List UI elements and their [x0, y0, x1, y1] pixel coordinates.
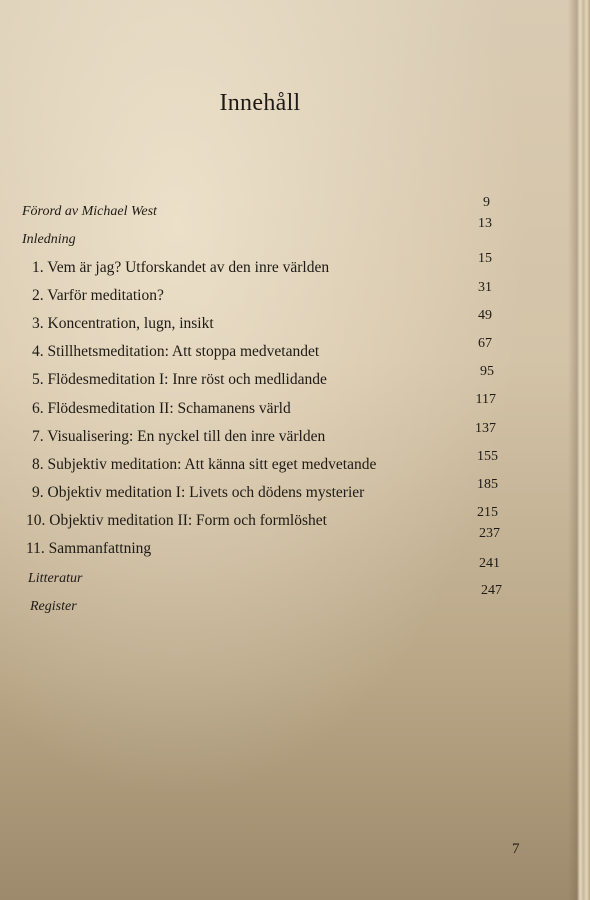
toc-entry-chapter-9 — [22, 478, 502, 506]
toc-entry-label: 2. Varför meditation? — [32, 286, 164, 304]
toc-entry-label: 4. Stillhetsmeditation: Att stoppa medvetandet — [32, 343, 320, 361]
toc-entry-introduction — [22, 216, 502, 252]
toc-entry-label: 8. Subjektiv meditation: Att känna sitt eget medvetande — [32, 455, 377, 473]
toc-page-number: 155 — [477, 448, 498, 464]
toc-page-number: 241 — [479, 556, 500, 572]
toc-page-number: 13 — [478, 216, 492, 232]
toc-page-number: 9 — [483, 195, 490, 210]
toc-entry-chapter-6 — [22, 393, 502, 421]
toc-entry-label: 6. Flödesmeditation II: Schamanens värld — [32, 399, 291, 417]
toc-entry-chapter-4 — [22, 337, 502, 365]
page-title: Innehåll — [219, 90, 301, 116]
toc-page-number: 137 — [475, 420, 496, 436]
toc-entry-label: 10. Objektiv meditation II: Form och formlöshet — [26, 512, 327, 530]
toc-entry-label: Litteratur — [28, 570, 83, 586]
toc-page-number: 95 — [480, 364, 494, 380]
toc-entry-chapter-10 — [22, 506, 502, 534]
folio-page-number: 7 — [512, 841, 520, 857]
toc-entry-chapter-2 — [22, 281, 502, 309]
toc-page-number: 49 — [478, 307, 492, 323]
toc-entry-chapter-8 — [22, 450, 502, 478]
toc-entry-label: 5. Flödesmeditation I: Inre röst och medlidande — [32, 371, 327, 389]
toc-entry-label: Förord av Michael West — [22, 204, 157, 220]
toc-entry-label: 1. Vem är jag? Utforskandet av den inre världen — [32, 258, 330, 276]
toc-entry-chapter-1 — [22, 252, 502, 280]
toc-entry-index — [22, 582, 502, 619]
toc-entry-bibliography — [22, 556, 502, 590]
toc-page-number: 15 — [478, 251, 492, 267]
toc-entry-chapter-7 — [22, 422, 502, 450]
toc-entry-foreword — [22, 196, 502, 224]
toc-entry-chapter-5 — [22, 365, 502, 393]
toc-page-number: 215 — [477, 505, 498, 521]
toc-entry-label: 7. Visualisering: En nyckel till den inre världen — [32, 427, 326, 445]
toc-page-number: 247 — [481, 582, 502, 598]
toc-entry-label: 11. Sammanfattning — [26, 540, 152, 558]
table-of-contents — [22, 196, 502, 619]
toc-entry-chapter-11 — [22, 526, 502, 562]
toc-entry-label: 3. Koncentration, lugn, insikt — [32, 314, 214, 332]
toc-page-number: 67 — [478, 335, 492, 351]
toc-page-number: 185 — [477, 476, 498, 492]
toc-entry-label: Register — [30, 598, 77, 614]
toc-page-number: 117 — [475, 392, 496, 408]
toc-entry-label: 9. Objektiv meditation I: Livets och dödens mysterier — [32, 484, 365, 502]
toc-entry-chapter-3 — [22, 309, 502, 337]
toc-page-number: 237 — [479, 526, 500, 542]
toc-entry-label: Inledning — [22, 232, 76, 248]
page-edge — [568, 0, 590, 900]
toc-page-number: 31 — [478, 279, 492, 295]
